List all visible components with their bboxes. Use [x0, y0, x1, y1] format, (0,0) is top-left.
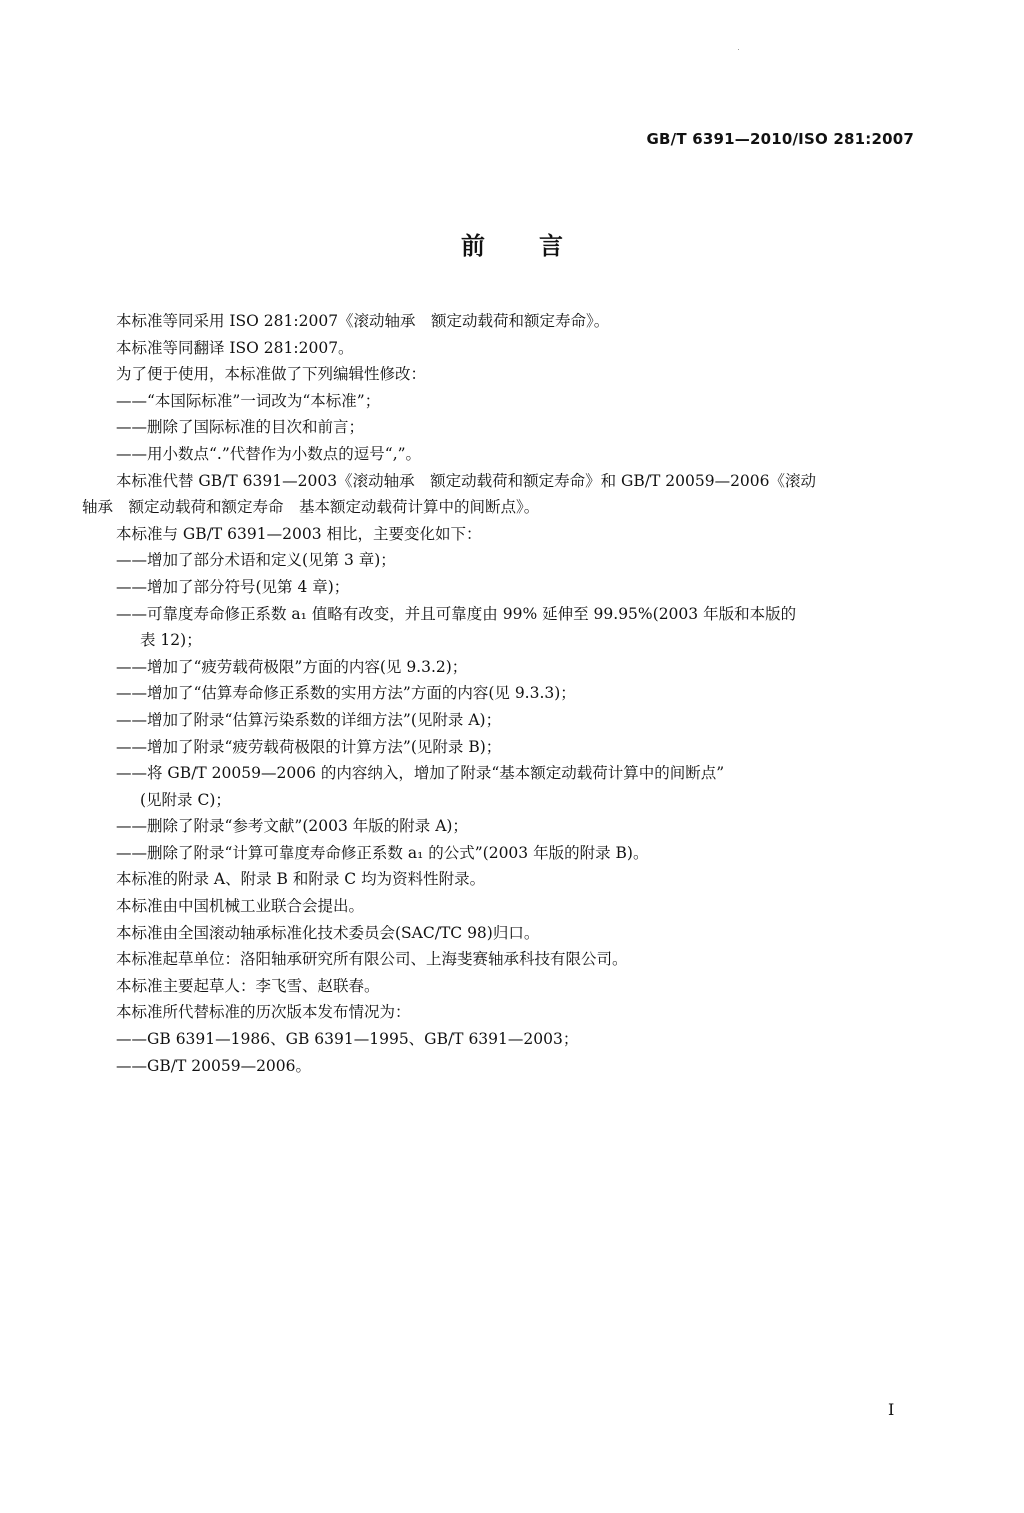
- paragraph-line: 本标准与 GB/T 6391—2003 相比，主要变化如下：: [116, 524, 482, 543]
- paragraph-line: 本标准代替 GB/T 6391—2003《滚动轴承 额定动载荷和额定寿命》和 GB/T 20059—2006《滚动: [116, 471, 817, 490]
- paragraph-line: 本标准等同采用 ISO 281:2007《滚动轴承 额定动载荷和额定寿命》。: [116, 312, 610, 330]
- list-item: ——增加了“估算寿命修正系数的实用方法”方面的内容(见 9.3.3)；: [116, 684, 576, 703]
- paragraph-continuation: 轴承 额定动载荷和额定寿命 基本额定动载荷计算中的间断点》。: [82, 498, 540, 517]
- list-item: ——“本国际标准”一词改为“本标准”；: [116, 391, 381, 410]
- paragraph-line: 本标准主要起草人：李飞雪、赵联春。: [116, 976, 380, 995]
- list-item: ——删除了国际标准的目次和前言；: [116, 418, 365, 437]
- list-item: ——GB 6391—1986、GB 6391—1995、GB/T 6391—2003；: [116, 1030, 579, 1049]
- scan-speck: [738, 49, 739, 50]
- page-title: 前言: [461, 232, 617, 260]
- list-item: ——增加了附录“疲劳载荷极限的计算方法”(见附录 B)；: [116, 737, 502, 756]
- list-item: ——用小数点“.”代替作为小数点的逗号“,”。: [116, 444, 422, 463]
- page-number: I: [888, 1400, 895, 1419]
- paragraph-line: 本标准等同翻译 ISO 281:2007。: [116, 338, 354, 357]
- list-item: ——增加了“疲劳载荷极限”方面的内容(见 9.3.2)；: [116, 657, 468, 676]
- list-item: ——GB/T 20059—2006。: [116, 1056, 312, 1075]
- paragraph-line: 本标准起草单位：洛阳轴承研究所有限公司、上海斐赛轴承科技有限公司。: [116, 950, 628, 969]
- preface-body: [82, 308, 914, 1079]
- paragraph-line: 本标准所代替标准的历次版本发布情况为：: [116, 1003, 411, 1022]
- list-item: ——删除了附录“计算可靠度寿命修正系数 a₁ 的公式”(2003 年版的附录 B)。: [116, 843, 649, 862]
- paragraph-line: 本标准由全国滚动轴承标准化技术委员会(SAC/TC 98)归口。: [116, 923, 540, 942]
- list-item-continuation: (见附录 C)；: [140, 790, 231, 809]
- paragraph-line: 本标准由中国机械工业联合会提出。: [116, 897, 365, 916]
- list-item-continuation: 表 12)；: [140, 631, 202, 650]
- paragraph-line: 本标准的附录 A、附录 B 和附录 C 均为资料性附录。: [116, 870, 486, 889]
- list-item: ——增加了附录“估算污染系数的详细方法”(见附录 A)；: [116, 710, 502, 729]
- list-item: ——增加了部分符号(见第 4 章)；: [116, 577, 350, 596]
- list-item: ——可靠度寿命修正系数 a₁ 值略有改变，并且可靠度由 99% 延伸至 99.95%(2003 年版和本版的: [116, 604, 797, 623]
- list-item: ——将 GB/T 20059—2006 的内容纳入，增加了附录“基本额定动载荷计算中的间断点”: [116, 764, 725, 783]
- standard-number: GB/T 6391—2010/ISO 281:2007: [646, 130, 914, 148]
- list-item: ——增加了部分术语和定义(见第 3 章)；: [116, 551, 396, 570]
- paragraph-line: 为了便于使用，本标准做了下列编辑性修改：: [116, 365, 427, 384]
- list-item: ——删除了附录“参考文献”(2003 年版的附录 A)；: [116, 817, 468, 836]
